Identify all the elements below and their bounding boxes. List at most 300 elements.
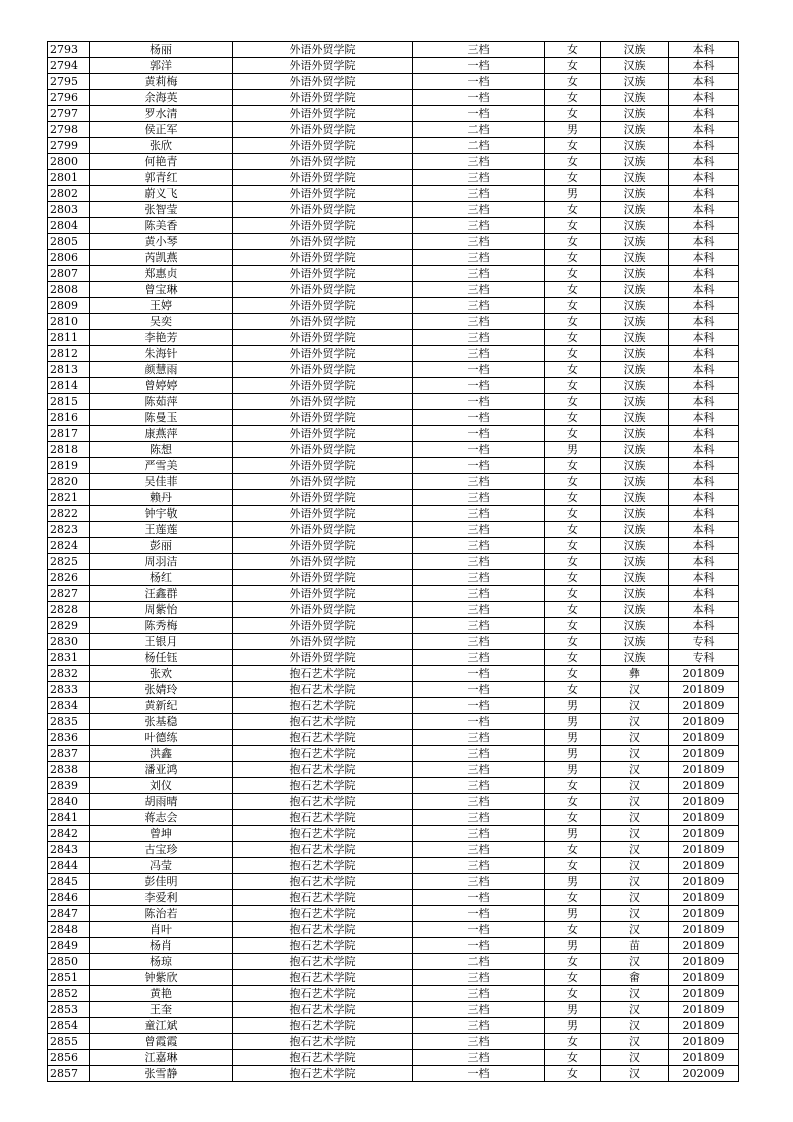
serial-number-cell: 2795 [48,74,90,90]
aid-level-cell: 三档 [413,186,545,202]
table-row [48,986,739,1002]
serial-number-cell: 2818 [48,442,90,458]
program-cell: 201809 [669,986,739,1002]
college-cell: 外语外贸学院 [233,314,413,330]
gender-cell: 女 [545,394,601,410]
table-row [48,954,739,970]
serial-number-cell: 2828 [48,602,90,618]
aid-level-cell: 三档 [413,650,545,666]
serial-number-cell: 2799 [48,138,90,154]
gender-cell: 女 [545,410,601,426]
program-cell: 201809 [669,906,739,922]
serial-number-cell: 2794 [48,58,90,74]
student-name-cell: 陈茹萍 [90,394,233,410]
gender-cell: 女 [545,554,601,570]
serial-number-cell: 2844 [48,858,90,874]
college-cell: 外语外贸学院 [233,170,413,186]
program-cell: 201809 [669,858,739,874]
table-row [48,410,739,426]
serial-number-cell: 2797 [48,106,90,122]
program-cell: 202009 [669,1066,739,1082]
student-name-cell: 张欣 [90,138,233,154]
table-row [48,122,739,138]
aid-level-cell: 三档 [413,538,545,554]
student-name-cell: 王奎 [90,1002,233,1018]
college-cell: 外语外贸学院 [233,618,413,634]
college-cell: 抱石艺术学院 [233,714,413,730]
program-cell: 本科 [669,74,739,90]
aid-level-cell: 三档 [413,266,545,282]
aid-level-cell: 三档 [413,250,545,266]
table-row [48,906,739,922]
student-name-cell: 童江斌 [90,1018,233,1034]
aid-level-cell: 三档 [413,474,545,490]
aid-level-cell: 三档 [413,730,545,746]
gender-cell: 女 [545,970,601,986]
table-row [48,730,739,746]
student-name-cell: 周羽洁 [90,554,233,570]
college-cell: 抱石艺术学院 [233,842,413,858]
college-cell: 外语外贸学院 [233,554,413,570]
gender-cell: 男 [545,826,601,842]
student-name-cell: 潘亚鸿 [90,762,233,778]
program-cell: 本科 [669,442,739,458]
aid-level-cell: 三档 [413,618,545,634]
gender-cell: 女 [545,1066,601,1082]
gender-cell: 女 [545,74,601,90]
gender-cell: 女 [545,650,601,666]
aid-level-cell: 一档 [413,714,545,730]
ethnicity-cell: 汉 [601,1050,669,1066]
aid-level-cell: 一档 [413,378,545,394]
program-cell: 本科 [669,42,739,58]
ethnicity-cell: 汉 [601,682,669,698]
gender-cell: 男 [545,122,601,138]
ethnicity-cell: 汉族 [601,74,669,90]
table-row [48,218,739,234]
aid-level-cell: 二档 [413,122,545,138]
gender-cell: 女 [545,986,601,1002]
student-name-cell: 陈美香 [90,218,233,234]
college-cell: 外语外贸学院 [233,442,413,458]
student-name-cell: 江嘉琳 [90,1050,233,1066]
college-cell: 抱石艺术学院 [233,666,413,682]
gender-cell: 女 [545,586,601,602]
student-name-cell: 张基稳 [90,714,233,730]
college-cell: 外语外贸学院 [233,330,413,346]
program-cell: 201809 [669,810,739,826]
program-cell: 本科 [669,138,739,154]
program-cell: 本科 [669,394,739,410]
college-cell: 外语外贸学院 [233,138,413,154]
table-row [48,426,739,442]
student-name-cell: 颜慧雨 [90,362,233,378]
table-row [48,634,739,650]
student-name-cell: 古宝珍 [90,842,233,858]
ethnicity-cell: 汉族 [601,490,669,506]
student-name-cell: 周紫怡 [90,602,233,618]
table-row [48,570,739,586]
serial-number-cell: 2796 [48,90,90,106]
college-cell: 抱石艺术学院 [233,1002,413,1018]
aid-level-cell: 三档 [413,826,545,842]
ethnicity-cell: 汉 [601,698,669,714]
student-name-cell: 汪鑫群 [90,586,233,602]
table-row [48,522,739,538]
ethnicity-cell: 苗 [601,938,669,954]
program-cell: 专科 [669,650,739,666]
table-row [48,1050,739,1066]
gender-cell: 女 [545,426,601,442]
aid-level-cell: 三档 [413,202,545,218]
serial-number-cell: 2831 [48,650,90,666]
ethnicity-cell: 汉族 [601,586,669,602]
aid-level-cell: 三档 [413,970,545,986]
program-cell: 本科 [669,458,739,474]
student-name-cell: 杨任钰 [90,650,233,666]
gender-cell: 女 [545,138,601,154]
college-cell: 抱石艺术学院 [233,778,413,794]
aid-level-cell: 三档 [413,42,545,58]
student-roster-body [48,42,739,1082]
program-cell: 本科 [669,186,739,202]
gender-cell: 男 [545,746,601,762]
table-row [48,602,739,618]
ethnicity-cell: 汉族 [601,410,669,426]
program-cell: 本科 [669,586,739,602]
student-name-cell: 罗水清 [90,106,233,122]
ethnicity-cell: 汉族 [601,234,669,250]
serial-number-cell: 2832 [48,666,90,682]
aid-level-cell: 三档 [413,346,545,362]
ethnicity-cell: 汉 [601,778,669,794]
gender-cell: 男 [545,906,601,922]
ethnicity-cell: 汉族 [601,122,669,138]
college-cell: 外语外贸学院 [233,154,413,170]
college-cell: 抱石艺术学院 [233,858,413,874]
aid-level-cell: 一档 [413,682,545,698]
college-cell: 抱石艺术学院 [233,762,413,778]
table-row [48,762,739,778]
student-name-cell: 肖叶 [90,922,233,938]
student-name-cell: 张婧玲 [90,682,233,698]
student-name-cell: 刘仪 [90,778,233,794]
table-row [48,90,739,106]
student-name-cell: 钟紫欣 [90,970,233,986]
serial-number-cell: 2812 [48,346,90,362]
aid-level-cell: 三档 [413,490,545,506]
ethnicity-cell: 汉族 [601,282,669,298]
college-cell: 外语外贸学院 [233,122,413,138]
serial-number-cell: 2814 [48,378,90,394]
table-row [48,826,739,842]
gender-cell: 女 [545,570,601,586]
college-cell: 抱石艺术学院 [233,1034,413,1050]
college-cell: 抱石艺术学院 [233,874,413,890]
aid-level-cell: 三档 [413,170,545,186]
aid-level-cell: 一档 [413,394,545,410]
student-name-cell: 叶德练 [90,730,233,746]
college-cell: 抱石艺术学院 [233,890,413,906]
aid-level-cell: 三档 [413,874,545,890]
table-row [48,234,739,250]
student-name-cell: 胡雨晴 [90,794,233,810]
program-cell: 本科 [669,250,739,266]
college-cell: 外语外贸学院 [233,634,413,650]
table-row [48,938,739,954]
gender-cell: 女 [545,170,601,186]
college-cell: 外语外贸学院 [233,378,413,394]
serial-number-cell: 2816 [48,410,90,426]
program-cell: 201809 [669,746,739,762]
table-row [48,186,739,202]
gender-cell: 男 [545,186,601,202]
program-cell: 本科 [669,330,739,346]
student-name-cell: 黄莉梅 [90,74,233,90]
table-row [48,58,739,74]
ethnicity-cell: 汉族 [601,618,669,634]
program-cell: 201809 [669,1018,739,1034]
program-cell: 本科 [669,522,739,538]
serial-number-cell: 2800 [48,154,90,170]
program-cell: 本科 [669,378,739,394]
student-name-cell: 赖丹 [90,490,233,506]
serial-number-cell: 2857 [48,1066,90,1082]
college-cell: 抱石艺术学院 [233,1050,413,1066]
college-cell: 抱石艺术学院 [233,682,413,698]
aid-level-cell: 三档 [413,506,545,522]
aid-level-cell: 一档 [413,106,545,122]
ethnicity-cell: 汉 [601,730,669,746]
table-row [48,250,739,266]
college-cell: 外语外贸学院 [233,506,413,522]
college-cell: 外语外贸学院 [233,426,413,442]
gender-cell: 男 [545,1018,601,1034]
aid-level-cell: 一档 [413,890,545,906]
aid-level-cell: 三档 [413,314,545,330]
program-cell: 201809 [669,842,739,858]
student-name-cell: 杨丽 [90,42,233,58]
table-row [48,538,739,554]
program-cell: 本科 [669,426,739,442]
serial-number-cell: 2793 [48,42,90,58]
college-cell: 抱石艺术学院 [233,826,413,842]
table-row [48,1066,739,1082]
college-cell: 外语外贸学院 [233,650,413,666]
table-row [48,362,739,378]
aid-level-cell: 三档 [413,858,545,874]
aid-level-cell: 三档 [413,522,545,538]
table-row [48,794,739,810]
ethnicity-cell: 汉族 [601,458,669,474]
student-name-cell: 曾坤 [90,826,233,842]
aid-level-cell: 三档 [413,778,545,794]
student-name-cell: 杨红 [90,570,233,586]
ethnicity-cell: 汉族 [601,58,669,74]
serial-number-cell: 2829 [48,618,90,634]
student-name-cell: 陈秀梅 [90,618,233,634]
table-row [48,618,739,634]
aid-level-cell: 三档 [413,746,545,762]
college-cell: 外语外贸学院 [233,298,413,314]
gender-cell: 女 [545,298,601,314]
serial-number-cell: 2838 [48,762,90,778]
program-cell: 201809 [669,794,739,810]
aid-level-cell: 一档 [413,410,545,426]
serial-number-cell: 2801 [48,170,90,186]
serial-number-cell: 2808 [48,282,90,298]
student-name-cell: 侯正军 [90,122,233,138]
college-cell: 抱石艺术学院 [233,954,413,970]
serial-number-cell: 2826 [48,570,90,586]
serial-number-cell: 2806 [48,250,90,266]
ethnicity-cell: 彝 [601,666,669,682]
ethnicity-cell: 汉族 [601,154,669,170]
ethnicity-cell: 汉族 [601,634,669,650]
student-name-cell: 康燕萍 [90,426,233,442]
table-row [48,810,739,826]
ethnicity-cell: 汉 [601,842,669,858]
ethnicity-cell: 汉族 [601,394,669,410]
table-row [48,42,739,58]
student-name-cell: 陈治若 [90,906,233,922]
gender-cell: 女 [545,490,601,506]
student-name-cell: 严雪美 [90,458,233,474]
college-cell: 外语外贸学院 [233,474,413,490]
program-cell: 本科 [669,554,739,570]
program-cell: 本科 [669,298,739,314]
table-row [48,1002,739,1018]
college-cell: 外语外贸学院 [233,106,413,122]
serial-number-cell: 2835 [48,714,90,730]
student-name-cell: 蔚义飞 [90,186,233,202]
aid-level-cell: 一档 [413,58,545,74]
serial-number-cell: 2849 [48,938,90,954]
serial-number-cell: 2823 [48,522,90,538]
program-cell: 本科 [669,218,739,234]
aid-level-cell: 三档 [413,986,545,1002]
gender-cell: 女 [545,842,601,858]
ethnicity-cell: 汉族 [601,362,669,378]
aid-level-cell: 三档 [413,586,545,602]
gender-cell: 男 [545,874,601,890]
ethnicity-cell: 汉族 [601,138,669,154]
serial-number-cell: 2841 [48,810,90,826]
table-row [48,1018,739,1034]
serial-number-cell: 2850 [48,954,90,970]
serial-number-cell: 2855 [48,1034,90,1050]
serial-number-cell: 2854 [48,1018,90,1034]
college-cell: 抱石艺术学院 [233,938,413,954]
aid-level-cell: 二档 [413,138,545,154]
table-row [48,474,739,490]
ethnicity-cell: 汉族 [601,218,669,234]
ethnicity-cell: 汉 [601,906,669,922]
college-cell: 外语外贸学院 [233,234,413,250]
ethnicity-cell: 汉 [601,874,669,890]
gender-cell: 女 [545,666,601,682]
student-name-cell: 彭佳明 [90,874,233,890]
college-cell: 抱石艺术学院 [233,698,413,714]
student-name-cell: 郭青红 [90,170,233,186]
serial-number-cell: 2851 [48,970,90,986]
aid-level-cell: 三档 [413,634,545,650]
ethnicity-cell: 汉 [601,810,669,826]
student-name-cell: 芮凯燕 [90,250,233,266]
gender-cell: 女 [545,58,601,74]
ethnicity-cell: 汉 [601,746,669,762]
ethnicity-cell: 汉 [601,890,669,906]
serial-number-cell: 2807 [48,266,90,282]
college-cell: 抱石艺术学院 [233,810,413,826]
program-cell: 本科 [669,410,739,426]
student-name-cell: 洪鑫 [90,746,233,762]
student-name-cell: 王银月 [90,634,233,650]
gender-cell: 女 [545,474,601,490]
table-row [48,778,739,794]
program-cell: 本科 [669,490,739,506]
gender-cell: 女 [545,682,601,698]
student-name-cell: 余海英 [90,90,233,106]
aid-level-cell: 三档 [413,298,545,314]
serial-number-cell: 2830 [48,634,90,650]
gender-cell: 女 [545,250,601,266]
table-row [48,74,739,90]
gender-cell: 女 [545,954,601,970]
gender-cell: 女 [545,202,601,218]
serial-number-cell: 2839 [48,778,90,794]
college-cell: 抱石艺术学院 [233,1066,413,1082]
gender-cell: 男 [545,714,601,730]
serial-number-cell: 2813 [48,362,90,378]
program-cell: 201809 [669,762,739,778]
ethnicity-cell: 汉族 [601,602,669,618]
student-name-cell: 彭丽 [90,538,233,554]
program-cell: 本科 [669,106,739,122]
student-name-cell: 王婷 [90,298,233,314]
college-cell: 外语外贸学院 [233,602,413,618]
serial-number-cell: 2853 [48,1002,90,1018]
college-cell: 外语外贸学院 [233,570,413,586]
program-cell: 本科 [669,618,739,634]
ethnicity-cell: 汉 [601,858,669,874]
student-name-cell: 冯莹 [90,858,233,874]
aid-level-cell: 三档 [413,794,545,810]
table-row [48,458,739,474]
gender-cell: 女 [545,154,601,170]
aid-level-cell: 三档 [413,1034,545,1050]
program-cell: 201809 [669,1050,739,1066]
serial-number-cell: 2825 [48,554,90,570]
serial-number-cell: 2821 [48,490,90,506]
college-cell: 外语外贸学院 [233,42,413,58]
gender-cell: 女 [545,234,601,250]
program-cell: 201809 [669,1034,739,1050]
serial-number-cell: 2843 [48,842,90,858]
ethnicity-cell: 汉 [601,1034,669,1050]
aid-level-cell: 三档 [413,154,545,170]
aid-level-cell: 三档 [413,1050,545,1066]
student-name-cell: 王莲莲 [90,522,233,538]
gender-cell: 女 [545,794,601,810]
student-name-cell: 吴佳菲 [90,474,233,490]
student-name-cell: 黄小琴 [90,234,233,250]
program-cell: 201809 [669,698,739,714]
college-cell: 外语外贸学院 [233,58,413,74]
gender-cell: 女 [545,330,601,346]
college-cell: 外语外贸学院 [233,346,413,362]
student-name-cell: 吴奕 [90,314,233,330]
